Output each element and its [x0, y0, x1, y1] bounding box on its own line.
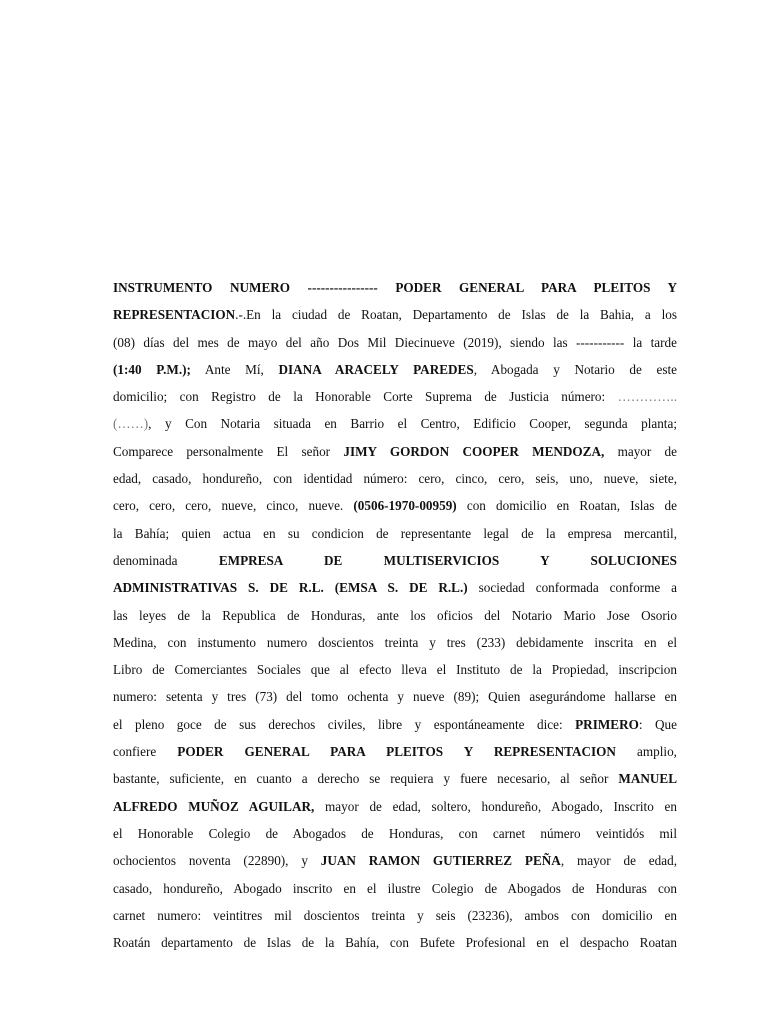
text-line	[113, 356, 677, 383]
bold-text: JUAN RAMON GUTIERREZ PEÑA	[320, 853, 561, 869]
text-segment: edad, casado, hondureño, con identidad número: cero, cinco, cero, seis, uno, nueve, siete,	[113, 471, 677, 487]
text-segment: , mayor de edad,	[560, 853, 677, 869]
text-line	[113, 547, 677, 574]
bold-text: JIMY GORDON COOPER MENDOZA,	[343, 443, 605, 459]
text-segment: .-.En la ciudad de Roatan, Departamento de Islas de la Bahia, a los	[235, 307, 677, 323]
text-line	[113, 711, 677, 738]
text-line	[113, 847, 677, 874]
text-segment: mayor de edad, soltero, hondureño, Abogado, Inscrito en	[314, 798, 677, 814]
text-line	[113, 492, 677, 519]
text-segment: el pleno goce de sus derechos civiles, libre y espontáneamente dice:	[113, 716, 576, 732]
text-line	[113, 383, 677, 410]
text-segment: Medina, con instumento numero doscientos treinta y tres (233) debidamente inscrita en el	[113, 634, 677, 650]
bold-text: ALFREDO MUÑOZ AGUILAR,	[113, 798, 315, 814]
text-line	[113, 602, 677, 629]
text-segment: las leyes de la Republica de Honduras, ante los oficios del Notario Mario Jose Osorio	[113, 607, 677, 623]
text-segment: con domicilio en Roatan, Islas de	[456, 498, 677, 514]
text-segment: sociedad conformada conforme a	[467, 580, 677, 596]
text-segment: , Abogada y Notario de este	[473, 361, 677, 377]
bold-text: ADMINISTRATIVAS S. DE R.L. (EMSA S. DE R.L.)	[113, 580, 468, 596]
text-line	[113, 465, 677, 492]
text-segment: la Bahía; quien actua en su condicion de representante legal de la empresa mercantil,	[113, 525, 677, 541]
text-segment: (……)	[113, 416, 149, 432]
text-segment: bastante, suficiente, en cuanto a derecho se requiera y fuere necesario, al señor	[113, 771, 619, 787]
text-line	[113, 902, 677, 929]
text-segment: : Que	[638, 716, 677, 732]
bold-text: (0506-1970-00959)	[353, 498, 457, 514]
bold-text: PRIMERO	[575, 716, 639, 732]
text-segment: cero, cero, cero, nueve, cinco, nueve.	[113, 498, 354, 514]
text-segment: …………..	[617, 389, 677, 405]
text-line	[113, 301, 677, 328]
document-body	[113, 274, 677, 956]
text-segment: , y Con Notaria situada en Barrio el Centro, Edificio Cooper, segunda planta;	[148, 416, 677, 432]
text-segment: confiere	[113, 744, 178, 760]
text-segment: Comparece personalmente El señor	[113, 443, 344, 459]
text-segment: casado, hondureño, Abogado inscrito en el ilustre Colegio de Abogados de Honduras con	[113, 880, 677, 896]
text-line	[113, 683, 677, 710]
text-segment: amplio,	[615, 744, 677, 760]
bold-text: EMPRESA DE MULTISERVICIOS Y SOLUCIONES	[218, 552, 677, 568]
text-segment: (08) días del mes de mayo del año Dos Mil Diecinueve (2019), siendo las ----------- la tarde	[113, 334, 677, 350]
bold-text: INSTRUMENTO NUMERO ---------------- PODER GENERAL PARA PLEITOS Y	[113, 280, 677, 295]
bold-text: DIANA ARACELY PAREDES	[278, 361, 474, 377]
text-segment: Libro de Comerciantes Sociales que al efecto lleva el Instituto de la Propiedad, inscripcion	[113, 662, 677, 678]
text-line	[113, 438, 677, 465]
text-segment: carnet numero: veintitres mil doscientos treinta y seis (23236), ambos con domicilio en	[113, 907, 677, 923]
text-line	[113, 629, 677, 656]
text-line	[113, 329, 677, 356]
text-line	[113, 820, 677, 847]
text-line	[113, 929, 677, 956]
text-segment: denominada	[113, 552, 219, 568]
text-line	[113, 520, 677, 547]
text-segment: Ante Mí,	[190, 361, 279, 377]
bold-text: (1:40 P.M.);	[113, 361, 191, 377]
text-line	[113, 765, 677, 792]
text-segment: ochocientos noventa (22890), y	[113, 853, 321, 869]
bold-text: MANUEL	[618, 771, 677, 787]
text-line	[113, 738, 677, 765]
text-line	[113, 875, 677, 902]
text-line	[113, 656, 677, 683]
text-segment: numero: setenta y tres (73) del tomo ochenta y nueve (89); Quien asegurándome hallarse en	[113, 689, 677, 705]
bold-text: PODER GENERAL PARA PLEITOS Y REPRESENTACION	[177, 744, 616, 760]
text-line	[113, 793, 677, 820]
text-segment: mayor de	[604, 443, 677, 459]
text-line	[113, 574, 677, 601]
text-segment: Roatán departamento de Islas de la Bahía, con Bufete Profesional en el despacho Roatan	[113, 935, 677, 951]
text-line	[113, 410, 677, 437]
text-segment: domicilio; con Registro de la Honorable Corte Suprema de Justicia número:	[113, 389, 618, 405]
text-segment: el Honorable Colegio de Abogados de Honduras, con carnet número veintidós mil	[113, 825, 677, 841]
bold-text: REPRESENTACION	[113, 307, 236, 323]
text-line	[113, 274, 677, 301]
